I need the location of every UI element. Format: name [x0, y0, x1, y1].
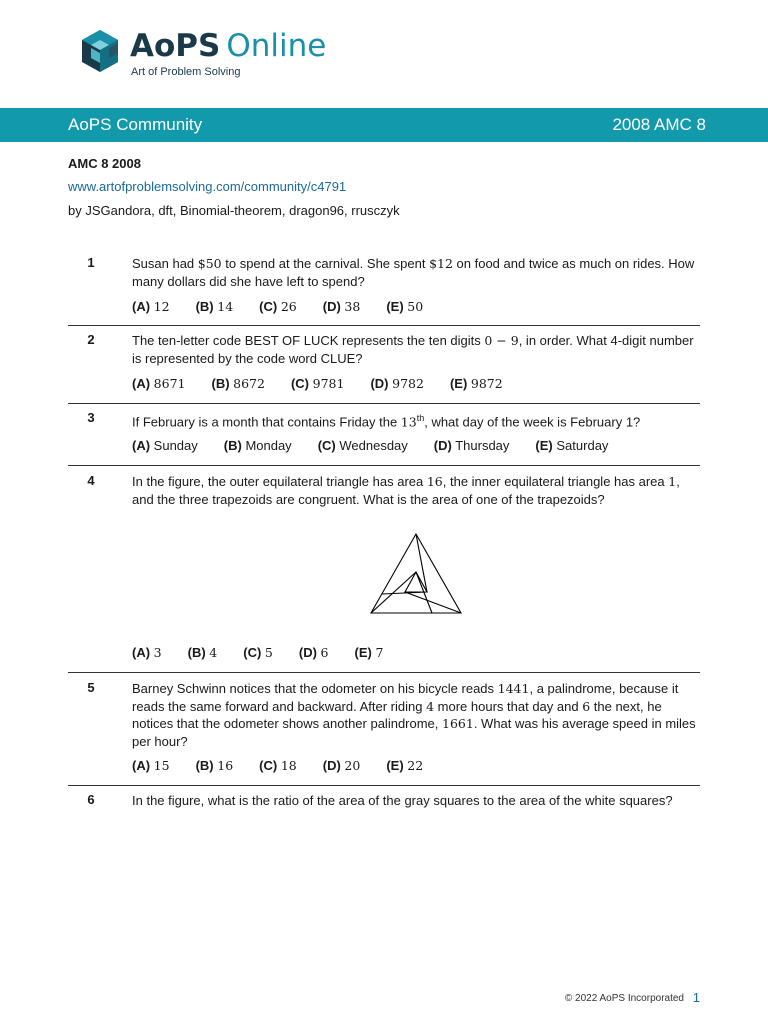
answer-choices — [132, 758, 700, 773]
logo-wordmark — [130, 28, 326, 64]
choice-value: 7 — [375, 645, 384, 660]
answer-choices — [132, 645, 700, 660]
choice-label: (B) — [211, 376, 230, 391]
choice-value: 15 — [153, 758, 170, 773]
choice-value: Thursday — [455, 438, 510, 453]
problem-number: 4 — [87, 473, 95, 488]
choice-label: (A) — [132, 438, 151, 453]
problem-statement: Susan had $50 to spend at the carnival. She spent $12 on food and twice as much on rides. How many dollars did she have left to spend? — [132, 256, 695, 289]
choice-value: 8671 — [153, 376, 186, 391]
choice-label: (C) — [317, 438, 336, 453]
choice-label: (A) — [132, 299, 151, 314]
answer-choice — [318, 438, 408, 453]
math-expression: 13 — [400, 414, 417, 430]
superscript: th — [416, 413, 425, 423]
footer-copyright: © 2022 AoPS Incorporated — [564, 993, 684, 1004]
problem-divider — [68, 403, 700, 404]
choice-value: 20 — [344, 758, 361, 773]
choice-label: (E) — [535, 438, 553, 453]
answer-choice — [132, 438, 198, 453]
problem-statement: In the figure, the outer equilateral triangle has area 16, the inner equilateral triangle has area 1, and the three trapezoids are congruent. What is the area of one of the trapezoids? — [132, 474, 680, 507]
answer-choice — [291, 376, 344, 391]
choice-label: (C) — [290, 376, 310, 391]
answer-choice — [132, 376, 185, 391]
choice-label: (B) — [187, 645, 206, 660]
answer-choice — [386, 299, 423, 314]
choice-label: (C) — [243, 645, 262, 660]
choice-value: 9781 — [312, 376, 345, 391]
answer-choice — [211, 376, 264, 391]
choice-value: 50 — [407, 299, 424, 314]
answer-choices — [132, 376, 700, 391]
answer-choices — [132, 438, 700, 453]
answer-choice — [196, 299, 234, 314]
choice-label: (A) — [132, 645, 151, 660]
nested-triangles-figure — [370, 533, 462, 615]
problem-divider — [68, 325, 700, 326]
answer-choice — [132, 758, 170, 773]
answer-choice — [188, 645, 218, 660]
math-expression: 6 — [582, 698, 591, 714]
problem-number: 3 — [87, 410, 95, 425]
choice-label: (D) — [370, 376, 389, 391]
math-expression: 0 − 9 — [484, 333, 519, 348]
choice-label: (E) — [386, 758, 404, 773]
choice-label: (B) — [195, 758, 214, 773]
contest-community-link[interactable]: www.artofproblemsolving.com/community/c4791 — [68, 179, 347, 194]
choice-value: Sunday — [153, 438, 198, 453]
math-expression: $50 — [197, 256, 222, 271]
problem-number: 1 — [87, 255, 95, 270]
choice-label: (D) — [322, 758, 341, 773]
answer-choice — [386, 758, 423, 773]
choice-label: (A) — [132, 376, 151, 391]
page-number: 1 — [692, 990, 700, 1005]
choice-value: 22 — [407, 758, 424, 773]
choice-value: 16 — [217, 758, 234, 773]
choice-value: 26 — [280, 299, 297, 314]
choice-label: (D) — [433, 438, 452, 453]
choice-label: (A) — [132, 758, 151, 773]
problem-statement: In the figure, what is the ratio of the area of the gray squares to the area of the white squares? — [132, 793, 673, 808]
choice-label: (C) — [259, 758, 278, 773]
answer-choice — [535, 438, 608, 453]
choice-label: (E) — [449, 376, 468, 391]
problem-number: 6 — [87, 792, 95, 807]
math-expression: $12 — [429, 256, 453, 271]
logo-product: Online — [226, 28, 327, 64]
contest-title: AMC 8 2008 — [68, 156, 141, 171]
problem-number: 5 — [87, 680, 95, 695]
answer-choice — [259, 758, 297, 773]
contest-authors: by JSGandora, dft, Binomial-theorem, dragon96, rrusczyk — [68, 203, 400, 218]
answer-choice — [259, 299, 297, 314]
trapezoid-edge — [405, 592, 461, 613]
answer-choice — [299, 645, 329, 660]
choice-value: Monday — [245, 438, 292, 453]
choice-value: 8672 — [233, 376, 265, 391]
math-expression: 1 — [668, 474, 677, 489]
problem-divider — [68, 465, 700, 466]
answer-choice — [323, 299, 361, 314]
problem-number: 2 — [87, 332, 95, 347]
choice-label: (B) — [223, 438, 242, 453]
choice-value: 18 — [280, 758, 297, 773]
problem-divider — [68, 672, 700, 673]
answer-choice — [323, 758, 361, 773]
choice-label: (E) — [386, 299, 404, 314]
problem-divider — [68, 785, 700, 786]
problem-statement: Barney Schwinn notices that the odometer on his bicycle reads 1441, a palindrome, because it reads the same forward and backward. After riding 4 more hours that day and 6 the next, he notices that the odometer shows another palindrome, 1661. What was his average speed in miles per hour? — [132, 681, 696, 749]
choice-value: 12 — [153, 299, 170, 314]
logo-brand: AoPS — [130, 28, 221, 64]
answer-choice — [224, 438, 292, 453]
banner-community-title: AoPS Community — [68, 115, 203, 134]
answer-choices — [132, 299, 700, 314]
answer-choice — [370, 376, 423, 391]
math-expression: 1441 — [497, 681, 530, 696]
answer-choice — [450, 376, 503, 391]
choice-label: (D) — [322, 299, 341, 314]
choice-value: 14 — [217, 299, 234, 314]
choice-value: 5 — [264, 645, 273, 660]
header-banner — [0, 108, 768, 142]
problem-statement: If February is a month that contains Friday the 13th, what day of the week is February 1? — [132, 413, 641, 430]
choice-value: 4 — [209, 645, 218, 660]
choice-label: (C) — [259, 299, 278, 314]
choice-label: (B) — [195, 299, 214, 314]
choice-label: (D) — [298, 645, 317, 660]
choice-value: Wednesday — [339, 438, 408, 453]
answer-choice — [132, 299, 170, 314]
banner-contest-name: 2008 AMC 8 — [612, 115, 706, 134]
math-expression: 16 — [426, 474, 443, 489]
answer-choice — [132, 645, 162, 660]
logo-tagline: Art of Problem Solving — [131, 66, 241, 78]
choice-value: 9872 — [470, 376, 503, 391]
answer-choice — [196, 758, 234, 773]
aops-cube-icon — [78, 28, 122, 76]
choice-label: (E) — [354, 645, 372, 660]
choice-value: 3 — [153, 645, 162, 660]
answer-choice — [243, 645, 273, 660]
choice-value: 6 — [320, 645, 329, 660]
math-expression: 4 — [426, 698, 435, 714]
choice-value: 9782 — [392, 376, 424, 391]
choice-value: 38 — [344, 299, 361, 314]
problem-statement: The ten-letter code BEST OF LUCK represents the ten digits 0 − 9, in order. What 4-digit number is represented by the code word CLUE? — [132, 333, 694, 366]
aops-online-logo — [78, 26, 338, 82]
math-expression: 1661 — [442, 716, 474, 731]
answer-choice — [434, 438, 510, 453]
answer-choice — [355, 645, 384, 660]
choice-value: Saturday — [556, 438, 609, 453]
